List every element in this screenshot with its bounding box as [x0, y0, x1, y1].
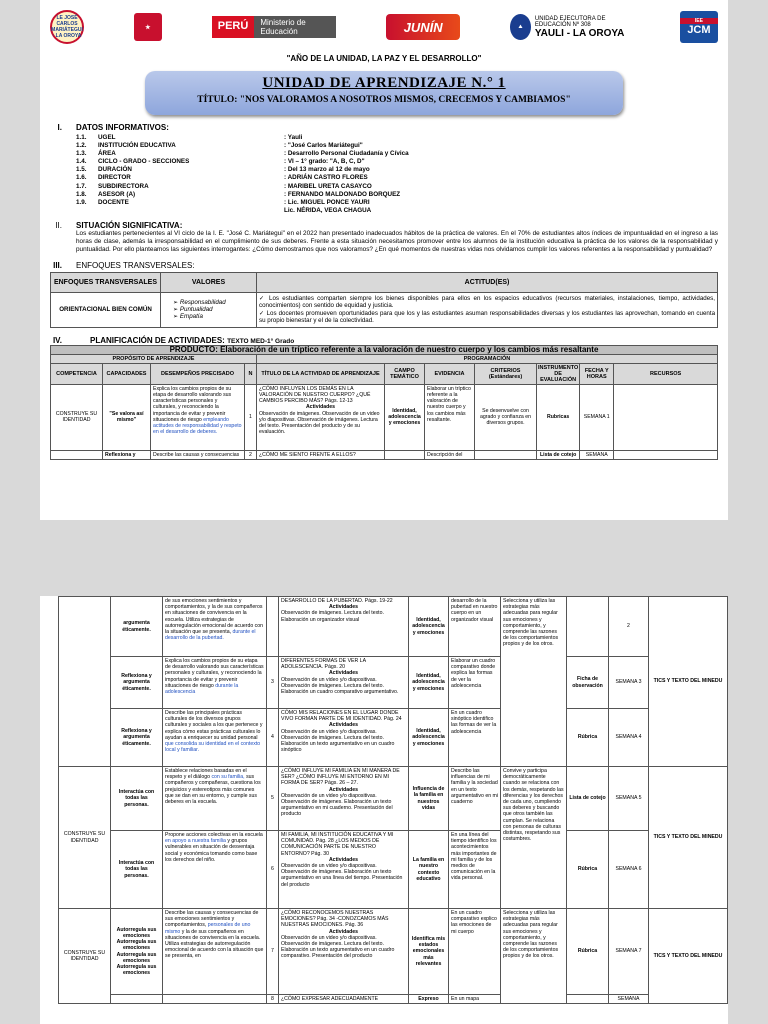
datos-row: 1.2. INSTITUCIÓN EDUCATIVA : "José Carlos Mariátegui"	[76, 142, 363, 150]
recursos-cell: TICS Y TEXTO DEL MINEDU	[649, 767, 728, 909]
title-banner	[145, 71, 623, 115]
table-row: 8 ¿CÓMO EXPRESAR ADECUADAMENTE Expreso En un mapa SEMANA	[59, 995, 728, 1004]
table-row: Reflexiona y argumenta éticamente. Describe las principales prácticas culturales de los diversos grupos culturales y sociales a los que pertenece y explica cómo estas prácticas culturales lo ayudan a enriquecer su unidad personal que consolida su identidad en el contexto local y familiar. 4 CÓMO MIS RELACIONES EN EL LUGAR DONDE VIVO FORMAN PARTE DE MI IDENTIDAD. Pág. 24 Actividades Observación de un video y/o diapositivas. Observación de imágenes. Lectura del texto. Elaboración un texto argumentativo en un cuadro sinóptico Identidad, adolescencia y emociones En un cuadro sinóptico identifico las formas de ver la adolescencia Rúbrica SEMANA 4	[59, 709, 728, 767]
col-header: CAMPO TEMÁTICO	[385, 363, 425, 384]
attitude-item: ✓ Los estudiantes comparten siempre los bienes disponibles para ellos en los espacios educativos (recursos materiales, instalaciones, tiempo, actividades, conocimientos) con sentido de equidad y justicia.	[259, 295, 715, 310]
flag-emblem-icon: ★	[134, 13, 162, 41]
attitude-item: ✓ Los docentes promueven oportunidades para que los y las estudiantes asuman responsabilidades diversas y los estudiantes las aprovechan, tomando en cuenta su propio bienestar y el de la colectividad.	[259, 310, 715, 325]
recursos-cell: TICS Y TEXTO DEL MINEDU	[649, 909, 728, 1004]
table-row: CONSTRUYE SU IDENTIDAD "Se valora así mismo" Explica los cambios propios de su etapa de desarrollo valorando sus características personales y culturales, y reconociendo la importancia de evitar y prevenir situaciones de riesgo empleando actitudes de responsabilidad y respeto en el desarrollo de deberes. 1 ¿CÓMO INFLUYEN LOS DEMÁS EN LA VALORACIÓN DE NUESTRO CUERPO? ¿QUÉ CAMBIOS PERCIBO MÁS? Págs. 12-13 Actividades Observación de imágenes. Observación de un video y/o diapositivas. Observación de imágenes. Lectura del texto. Presentación del producto y de su evaluación. Identidad, adolescencia y emociones Elaborar un tríptico referente a la valoración de nuestro cuerpo y los cambios más resaltante. Se desenvuelve con agrado y confianza en diversos grupos. Rubricas SEMANA 1	[51, 384, 718, 450]
planning-table-continued	[58, 596, 728, 1004]
section-enfoques-heading: III. ENFOQUES TRANSVERSALES:	[53, 260, 195, 270]
recursos-cell: TICS Y TEXTO DEL MINEDU	[649, 597, 728, 767]
table-row: Reflexiona y Describe las causas y consecuencias 2 ¿CÓMO ME SIENTO FRENTE A ELLOS? Descripción del Lista de cotejo SEMANA	[51, 450, 718, 459]
datos-row: 1.6. DIRECTOR : ADRIÁN CASTRO FLORES	[76, 174, 368, 182]
datos-row: 1.5. DURACIÓN : Del 13 marzo al 12 de mayo	[76, 166, 370, 174]
col-header: CAPACIDADES	[103, 363, 151, 384]
planning-table	[50, 345, 718, 460]
jcm-logo: IEE JCM	[680, 11, 718, 43]
school-logo: LE JOSÉ CARLOS MARIÁTEGUI · LA OROYA	[50, 10, 84, 44]
enfoques-table	[50, 272, 718, 328]
enfoques-col-header: ENFOQUES TRANSVERSALES	[51, 272, 161, 292]
actitudes-col-header: ACTITUD(ES)	[257, 272, 718, 292]
datos-row: Lic. NÉRIDA, VEGA CHAGUA	[284, 206, 372, 214]
ugel-emblem-icon: ⛰	[510, 14, 531, 40]
col-header: DESEMPEÑOS PRECISADO	[151, 363, 245, 384]
section-plan-heading: IV. PLANIFICACIÓN DE ACTIVIDADES: TEXTO MED-1° Grado	[52, 335, 295, 345]
enfoque-name: ORIENTACIONAL BIEN COMÚN	[51, 292, 161, 327]
programacion-header: PROGRAMACIÓN	[257, 354, 718, 363]
logo-strip	[50, 8, 718, 46]
col-header: INSTRUMENTO DE EVALUACIÓN	[538, 364, 579, 383]
values-list	[173, 299, 254, 320]
valores-col-header: VALORES	[161, 272, 257, 292]
datos-row: 1.8. ASESOR (A) : FERNANDO MALDONADO BORQUEZ	[76, 190, 401, 198]
ugel-logo: ⛰ UNIDAD EJECUTORA DE EDUCACIÓN Nº 308 YAULI - LA OROYA	[510, 14, 630, 40]
value-item: ➢ Responsabilidad	[173, 299, 254, 306]
product-row: PRODUCTO: Elaboración de un tríptico referente a la valoración de nuestro cuerpo y los cambios más resaltante	[51, 345, 718, 354]
document-page-2	[40, 596, 728, 1024]
ministry-logo: PERÚ Ministerio de Educación	[212, 16, 337, 38]
col-header: CRITERIOS (Estándares)	[475, 363, 537, 384]
col-header: N	[245, 363, 257, 384]
document-page-1	[40, 0, 728, 520]
table-row: CONSTRUYE SU IDENTIDAD Interactúa con todas las personas. Establece relaciones basadas en el respeto y el diálogo con su familia, sus compañeros y compañeras, cuestiona los prejuicios y estereotipos más comunes que se dan en su entorno, y cumple sus deberes en la escuela. 5 ¿CÓMO INFLUYE MI FAMILIA EN MI MANERA DE SER? ¿CÓMO INFLUYE MI ENTORNO EN MI FORMA DE SER? Págs. 26 – 27. Actividades Observación de un video y/o diapositivas. Observación de imágenes. Elaboración un texto argumentativo en mi cuaderno. Presentación del producto Influencia de la familia en nuestros vidas Describo las influencias de mi familia y la sociedad en un texto argumentativo en mi cuaderno Convive y participa democráticamente cuando se relaciona con los demás, respetando las diferencias y los derechos de cada uno, cumpliendo sus deberes y buscando que otros también las cumplan. Se relaciona con personas de culturas distintas, respetando sus costumbres. Lista de cotejo SEMANA 5 TICS Y TEXTO DEL MINEDU	[59, 767, 728, 831]
section-datos-heading: I. DATOS INFORMATIVOS:	[57, 123, 169, 132]
table-row: CONSTRUYE SU IDENTIDAD Autorregula sus emociones Autorregula sus emociones Autorregula sus emociones Autorregula sus emociones Describe las causas y consecuencias de sus emociones sentimientos y comportamientos, personales de uno mismo y la de sus compañeros en situaciones de convivencia en la escuela. Utiliza estrategias de autorregulación emocional de acuerdo con la situación que se presenta, en 7 ¿CÓMO RECONOCEMOS NUESTRAS EMOCIONES? Pág. 34 -CONOZCAMOS MÁS NUESTRAS EMOCIONES. Pág. 36 Actividades Observación de un video y/o diapositivas. Observación de imágenes. Lectura del texto. Elaboración un texto argumentativo en un cuadro comparativo. Presentación del producto Identifica mis estados emocionales más relevantes En un cuadro comparativo explico las emociones de mi cuerpo Selecciona y utiliza las estrategias más adecuadas para regular sus emociones y comportamiento, y comprende las razones de los comportamientos propios y de los otros. Rúbrica SEMANA 7 TICS Y TEXTO DEL MINEDU	[59, 909, 728, 995]
datos-row: 1.9. DOCENTE : Lic. MIGUEL PONCE YAURI	[76, 198, 370, 206]
proposito-header: PROPÓSITO DE APRENDIZAJE	[51, 354, 257, 363]
datos-row: 1.7. SUBDIRECTORA : MARIBEL URETA CASAYCO	[76, 182, 372, 190]
datos-row: 1.4. CICLO - GRADO - SECCIONES : VI – 1° grado: "A, B, C, D"	[76, 158, 365, 166]
junin-logo: JUNÍN	[386, 14, 460, 40]
unit-subtitle: TÍTULO: "NOS VALORAMOS A NOSOTROS MISMOS, CRECEMOS Y CAMBIAMOS"	[197, 95, 571, 105]
datos-row: 1.3. ÁREA : Desarrollo Personal Ciudadanía y Cívica	[76, 150, 409, 158]
col-header: TÍTULO DE LA ACTIVIDAD DE APRENDIZAJE	[257, 363, 385, 384]
col-header: FECHA Y HORAS	[580, 363, 614, 384]
table-row: Reflexiona y argumenta éticamente. Explica los cambios propios de su etapa de desarrollo valorando sus características personales y culturales, y reconociendo la importancia de evitar y prevenir situaciones de riesgo durante la adolescencia 3 DIFERENTES FORMAS DE VER LA ADOLESCENCIA. Págs. 20 Actividades Observación de un video y/o diapositivas. Observación de imágenes. Lectura del texto. Elaboración un cuadro comparativo argumentativo. Identidad, adolescencia y emociones Elaborar un cuadro comparativo donde explica las formas de ver la adolescencia Ficha de observación SEMANA 3	[59, 657, 728, 709]
datos-list	[76, 134, 718, 215]
table-row: argumenta éticamente. de sus emociones sentimientos y comportamientos, y la de sus compañeros en situaciones de convivencia en la escuela. Utiliza estrategias de autorregulación emocional de acuerdo con la situación que se presenta, durante el desarrollo de la pubertad. DESARROLLO DE LA PUBERTAD. Págs. 19-22 Actividades Observación de imágenes. Lectura del texto. Elaboración un organizador visual Identidad, adolescencia y emociones desarrollo de la pubertad en nuestro cuerpo en un organizador visual Selecciona y utiliza las estrategias más adecuadas para regular sus emociones y comportamiento, y comprende las razones de los comportamientos propios y de los otros. 2 TICS Y TEXTO DEL MINEDU	[59, 597, 728, 657]
col-header: EVIDENCIA	[425, 363, 475, 384]
unit-title: UNIDAD DE APRENDIZAJE N.° 1	[262, 75, 506, 91]
value-item: ➢ Empatía	[173, 313, 254, 320]
situacion-text: Los estudiantes pertenecientes al VI ciclo de la I. E. "José C. Mariátegui" en el 2022 han presentado inadecuados hábitos de la práctica de valores. En el 70% de estudiantes altos índices de impuntualidad en el ingreso a las horas de clase, además la irresponsabilidad en el cumplimiento de sus deberes. Frente a esta situación necesitamos promover entre los alumnos de la institución educativa la práctica de los valores de la responsabilidad y puntualidad. Por ello planteamos las siguientes interrogantes: ¿Cómo demostramos que nos valoramos? ¿En qué momentos de nuestras vidas nos olvidamos cumplir los valores referentes a la responsabilidad y puntualidad?	[76, 229, 718, 254]
col-header: COMPETENCIA	[51, 363, 103, 384]
value-item: ➢ Puntualidad	[173, 306, 254, 313]
year-motto: "AÑO DE LA UNIDAD, LA PAZ Y EL DESARROLLO"	[286, 54, 482, 63]
col-header: RECURSOS	[614, 363, 718, 384]
section-situacion-heading: II. SITUACIÓN SIGNIFICATIVA:	[55, 220, 183, 230]
datos-row: 1.1. UGEL : Yauli	[76, 134, 303, 141]
table-row: Interactúa con todas las personas. Propone acciones colectivas en la escuela en apoyo a nuestra familia y grupos vulnerables en situación de desventaja social y económica tomando como base los derechos del niño. 6 MI FAMILIA, MI INSTITUCIÓN EDUCATIVA Y MI COMUNIDAD. Pág. 28 ¿LOS MEDIOS DE COMUNICACIÓN PARTE DE NUESTRO ENTORNO? Pág. 30 Actividades Observación de un video y/o diapositivas. Observación de imágenes. Elaboración un texto argumentativo en una línea del tiempo. Presentación del producto La familia en nuestro contexto educativo En una línea del tiempo identifico los acontecimientos más importantes de mi familia y de los medios de comunicación en la vida personal. Rúbrica SEMANA 6	[59, 831, 728, 909]
